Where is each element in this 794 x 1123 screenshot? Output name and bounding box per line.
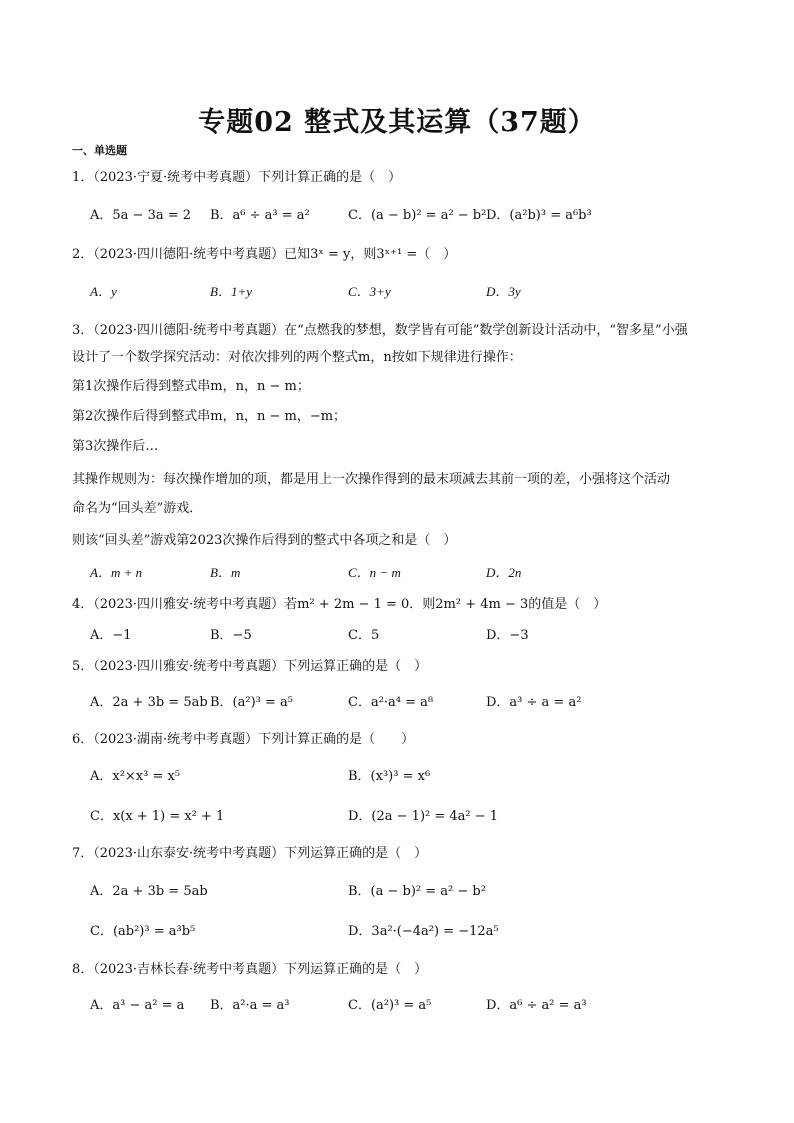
question-7-stem: 7．（2023·山东泰安·统考中考真题）下列运算正确的是（ ） — [72, 846, 428, 861]
q6-option-b[interactable]: B．(x³)³ = x⁶ — [348, 769, 431, 784]
question-3-line-4: 第2次操作后得到整式串m，n，n − m，−m； — [72, 409, 347, 424]
q3-option-b[interactable]: B．m — [210, 565, 241, 580]
q7-option-c[interactable]: C．(ab²)³ = a³b⁵ — [90, 924, 196, 939]
q5-option-b[interactable]: B．(a²)³ = a⁵ — [210, 695, 293, 710]
question-3-line-1: 3．（2023·四川德阳·统考中考真题）在“点燃我的梦想，数学皆有可能”数学创新设计活动中，“智多星”小强 — [72, 323, 688, 338]
q7-option-d[interactable]: D．3a²·(−4a²) = −12a⁵ — [348, 924, 499, 939]
q6-option-a[interactable]: A．x²×x³ = x⁵ — [90, 769, 181, 784]
q4-option-c[interactable]: C．5 — [348, 628, 380, 643]
q1-option-a[interactable]: A．5a − 3a = 2 — [90, 208, 192, 223]
q8-option-b[interactable]: B．a²·a = a³ — [210, 998, 290, 1013]
question-3-line-2: 设计了一个数学探究活动：对依次排列的两个整式m，n按如下规律进行操作： — [72, 350, 522, 365]
q1-option-c[interactable]: C．(a − b)² = a² − b² — [348, 208, 487, 223]
q5-option-a[interactable]: A．2a + 3b = 5ab — [90, 695, 208, 710]
q8-option-a[interactable]: A．a³ − a² = a — [90, 998, 185, 1013]
q6-option-c[interactable]: C．x(x + 1) = x² + 1 — [90, 809, 225, 824]
question-2-options — [90, 281, 730, 303]
q5-option-c[interactable]: C．a²·a⁴ = a⁸ — [348, 695, 434, 710]
q8-option-c[interactable]: C．(a²)³ = a⁵ — [348, 998, 432, 1013]
q4-option-a[interactable]: A．−1 — [90, 628, 132, 643]
question-1-options — [90, 204, 730, 226]
q7-option-b[interactable]: B．(a − b)² = a² − b² — [348, 884, 486, 899]
question-3-line-6: 其操作规则为：每次操作增加的项，都是用上一次操作得到的最末项减去其前一项的差，小强将这个活动 — [72, 472, 671, 487]
q6-option-d[interactable]: D．(2a − 1)² = 4a² − 1 — [348, 809, 499, 824]
q4-option-b[interactable]: B．−5 — [210, 628, 252, 643]
q7-option-a[interactable]: A．2a + 3b = 5ab — [90, 884, 208, 899]
question-7-options-row-2 — [90, 920, 730, 942]
question-4-stem: 4．（2023·四川雅安·统考中考真题）若m² + 2m − 1 = 0．则2m² + 4m − 3的值是（ ） — [72, 597, 607, 612]
q1-option-b[interactable]: B．a⁶ ÷ a³ = a² — [210, 208, 310, 223]
q4-option-d[interactable]: D．−3 — [486, 628, 529, 643]
q2-option-d[interactable]: D．3y — [486, 284, 521, 299]
page-title: 专题02 整式及其运算（37题） — [198, 107, 596, 138]
q3-option-a[interactable]: A．m + n — [90, 565, 143, 580]
question-8-stem: 8．（2023·吉林长春·统考中考真题）下列运算正确的是（ ） — [72, 962, 428, 977]
question-2-stem: 2．（2023·四川德阳·统考中考真题）已知3ˣ = y，则3ˣ⁺¹ =（ ） — [72, 247, 457, 262]
question-1-stem: 1．（2023·宁夏·统考中考真题）下列计算正确的是（ ） — [72, 170, 402, 185]
q2-option-a[interactable]: A．y — [90, 284, 117, 299]
question-6-options-row-2 — [90, 805, 730, 827]
q1-option-d[interactable]: D．(a²b)³ = a⁶b³ — [486, 208, 592, 223]
q5-option-d[interactable]: D．a³ ÷ a = a² — [486, 695, 582, 710]
question-3-line-3: 第1次操作后得到整式串m，n，n − m； — [72, 379, 310, 394]
q2-option-c[interactable]: C．3+y — [348, 284, 391, 299]
question-3-line-7: 命名为“回头差”游戏． — [72, 501, 203, 516]
question-3-line-5: 第3次操作后… — [72, 439, 159, 454]
question-6-options-row-1 — [90, 765, 730, 787]
question-4-options — [90, 624, 730, 646]
q3-option-d[interactable]: D．2n — [486, 565, 522, 580]
q8-option-d[interactable]: D．a⁶ ÷ a² = a³ — [486, 998, 587, 1013]
q2-option-b[interactable]: B．1+y — [210, 284, 252, 299]
q3-option-c[interactable]: C．n − m — [348, 565, 401, 580]
section-heading: 一、单选题 — [72, 144, 127, 157]
question-8-options — [90, 994, 730, 1016]
question-5-options — [90, 691, 730, 713]
question-3-line-8: 则该“回头差”游戏第2023次操作后得到的整式中各项之和是（ ） — [72, 533, 457, 548]
question-5-stem: 5．（2023·四川雅安·统考中考真题）下列运算正确的是（ ） — [72, 659, 428, 674]
question-7-options-row-1 — [90, 880, 730, 902]
question-6-stem: 6．（2023·湖南·统考中考真题）下列计算正确的是（ ） — [72, 732, 415, 747]
question-3-options — [90, 562, 730, 584]
